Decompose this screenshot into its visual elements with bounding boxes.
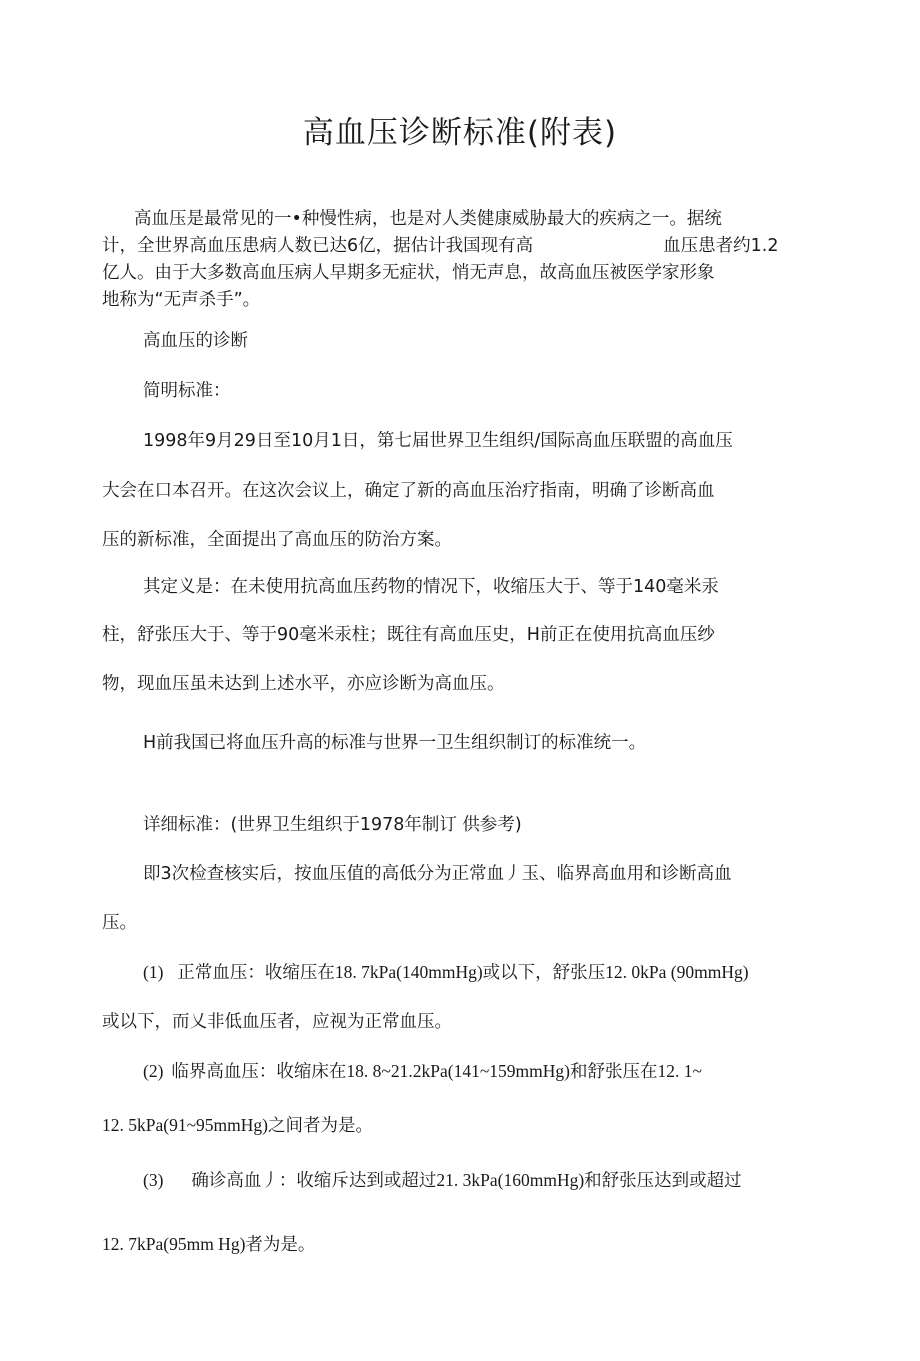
item-confirmed-number: (3) <box>143 1170 164 1190</box>
item-borderline-text: 临界高血压：收缩床在18. 8~21.2kPa(141~159mmHg)和舒张压在12. 1~ <box>171 1061 702 1081</box>
detail-intro-line-2: 压。 <box>102 913 137 933</box>
intro-line-2a: 计，全世界高血压患病人数已达6亿，据估计我国现有高 <box>102 236 534 256</box>
item-confirmed-text: 确诊高血丿：收缩斥达到或超过21. 3kPa(160mmHg)和舒张压达到或超过 <box>191 1170 742 1190</box>
definition-line-1: 其定义是：在未使用抗高血压药物的情况下，收缩压大于、等于140毫米汞 <box>143 577 719 597</box>
definition-line-2: 柱，舒张压大于、等于90毫米汞柱；既往有高血压史，H前正在使用抗高血压纱 <box>102 625 715 645</box>
intro-line-3: 亿人。由于大多数高血压病人早期多无症状，悄无声息，故高血压被医学家形象 <box>102 263 715 283</box>
item-normal-line-1 <box>143 961 749 983</box>
detail-heading: 详细标准：(世界卫生组织于1978年制订 供参考) <box>143 815 522 835</box>
para-1998-line-1: 1998年9月29日至10月1日，第七届世界卫生组织/国际高血压联盟的高血压 <box>143 431 733 451</box>
intro-line-2 <box>102 235 778 257</box>
intro-line-1: 高血压是最常见的一•种慢性病，也是对人类健康威胁最大的疾病之一。据统 <box>134 209 722 229</box>
detail-intro-line-1: 即3次检查核实后，按血压值的高低分为正常血丿玉、临界高血用和诊断高血 <box>143 864 732 884</box>
para-1998-line-3: 压的新标准，全面提出了高血压的防治方案。 <box>102 530 452 550</box>
item-borderline-line-2: 12. 5kPa(91~95mmHg)之间者为是。 <box>102 1115 373 1135</box>
intro-line-4: 地称为“无声杀手”。 <box>102 290 261 310</box>
para-1998-line-2: 大会在口本召开。在这次会议上，确定了新的高血压治疗指南，明确了诊断高血 <box>102 481 715 501</box>
document-title: 高血压诊断标准(附表) <box>302 114 618 151</box>
item-confirmed-line-1 <box>143 1169 742 1191</box>
item-normal-text: 正常血压：收缩压在18. 7kPa(140mmHg)或以下，舒张压12. 0kPa (90mmHg) <box>177 962 749 982</box>
item-normal-number: (1) <box>143 962 164 982</box>
section-heading: 高血压的诊断 <box>143 331 248 351</box>
item-normal-line-2: 或以下，而乂非低血压者，应视为正常血压。 <box>102 1012 452 1032</box>
unified-standard-text: H前我国已将血压升高的标准与世界一卫生组织制订的标准统一。 <box>143 733 647 753</box>
definition-line-3: 物，现血压虽未达到上述水平，亦应诊断为高血压。 <box>102 674 505 694</box>
item-confirmed-line-2: 12. 7kPa(95mm Hg)者为是。 <box>102 1234 316 1254</box>
brief-heading: 简明标准： <box>143 381 231 401</box>
item-borderline-number: (2) <box>143 1061 164 1081</box>
intro-line-2b: 血压患者约1.2 <box>663 236 779 256</box>
item-borderline-line-1 <box>143 1060 702 1082</box>
